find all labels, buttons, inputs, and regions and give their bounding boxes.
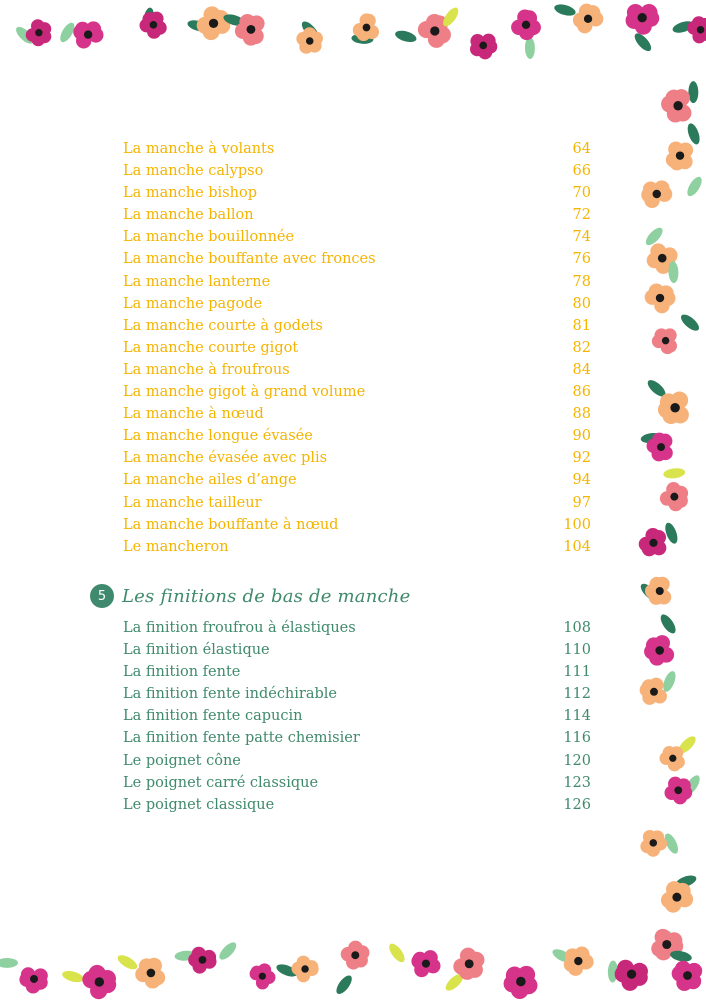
toc-entry-page: 74 [572, 229, 591, 246]
flower-icon [687, 16, 706, 43]
flower-icon [291, 956, 318, 983]
toc-entry-title: La manche gigot à grand volume [123, 384, 366, 401]
toc-entry-page: 78 [572, 273, 591, 290]
toc-entry-page: 126 [563, 796, 591, 813]
toc-entry-page: 114 [563, 708, 591, 725]
toc-entry-page: 104 [563, 538, 591, 555]
flower-icon [573, 4, 603, 34]
toc-entry-title: La manche pagode [123, 295, 263, 312]
toc-entry-title: La finition fente capucin [123, 708, 303, 725]
leaf-icon [334, 973, 355, 997]
flower-icon [672, 961, 703, 991]
toc-list-sleeves [123, 138, 591, 558]
toc-entry-title: La manche courte à godets [123, 317, 323, 334]
toc-entry-title: La manche lanterne [123, 273, 271, 290]
toc-entry[interactable] [123, 204, 591, 226]
flower-icon [296, 27, 323, 54]
toc-entry-page: 108 [563, 620, 591, 636]
toc-entry-title: La finition fente patte chemisier [123, 730, 360, 747]
toc-entry[interactable] [123, 514, 591, 536]
leaf-icon [685, 122, 702, 146]
flower-icon [640, 830, 667, 857]
flower-icon [664, 777, 692, 805]
toc-entry-page: 86 [572, 384, 591, 401]
flower-icon [658, 392, 689, 425]
toc-entry[interactable] [123, 381, 591, 403]
leaf-icon [386, 941, 407, 965]
section-number-badge: 5 [90, 584, 114, 608]
toc-entry-page: 84 [572, 361, 591, 378]
toc-entry[interactable] [123, 705, 591, 727]
section-title: Les finitions de bas de manche [122, 585, 411, 607]
flower-icon [341, 941, 370, 970]
toc-entry-page: 70 [572, 185, 591, 202]
toc-entry-page: 120 [563, 752, 591, 769]
toc-entry-title: La manche calypso [123, 163, 264, 180]
flower-icon [250, 963, 276, 989]
leaf-icon [663, 467, 686, 479]
toc-entry[interactable] [123, 447, 591, 469]
flower-icon [470, 34, 497, 60]
toc-entry-title: La finition fente indéchirable [123, 686, 337, 703]
toc-entry-title: Le mancheron [123, 538, 229, 555]
leaf-icon [688, 81, 698, 103]
toc-entry-page: 64 [572, 141, 591, 157]
toc-entry-title: La manche à volants [123, 141, 275, 157]
toc-entry-page: 97 [572, 494, 591, 511]
toc-entry[interactable] [123, 727, 591, 749]
toc-entry-page: 111 [563, 664, 591, 681]
toc-entry-page: 80 [572, 295, 591, 312]
toc-entry[interactable] [123, 469, 591, 491]
flower-icon [82, 965, 116, 999]
toc-entry-title: La manche ballon [123, 207, 254, 224]
toc-entry-title: La manche longue évasée [123, 428, 313, 445]
flower-icon [197, 6, 231, 40]
toc-entry[interactable] [123, 794, 591, 816]
flower-icon [660, 746, 685, 771]
toc-entry[interactable] [123, 226, 591, 248]
leaf-icon [661, 669, 678, 693]
flower-icon [511, 10, 541, 41]
toc-entry[interactable] [123, 248, 591, 270]
toc-entry-title: La manche courte gigot [123, 339, 299, 356]
flower-icon [652, 328, 677, 354]
toc-entry-title: La finition fente [123, 664, 241, 681]
toc-entry[interactable] [123, 617, 591, 639]
leaf-icon [553, 2, 577, 17]
toc-entry[interactable] [123, 182, 591, 204]
toc-entry[interactable] [123, 293, 591, 315]
toc-entry[interactable] [123, 772, 591, 794]
toc-entry-page: 90 [572, 428, 591, 445]
toc-entry-page: 92 [572, 450, 591, 467]
flower-icon [666, 141, 693, 170]
flower-icon [641, 180, 672, 208]
leaf-icon [663, 521, 680, 545]
toc-list-finishes [123, 617, 591, 816]
toc-entry-title: La finition froufrou à élastiques [123, 620, 356, 636]
toc-entry-title: La manche bishop [123, 185, 257, 202]
toc-entry-title: La manche bouffante à nœud [123, 516, 339, 533]
leaf-icon [217, 940, 239, 963]
toc-entry-page: 112 [563, 686, 591, 703]
toc-entry-title: Le poignet cône [123, 752, 241, 769]
toc-entry-title: La manche bouffante avec fronces [123, 251, 376, 268]
flower-icon [626, 4, 660, 35]
toc-entry-title: La manche tailleur [123, 494, 262, 511]
toc-entry[interactable] [123, 683, 591, 705]
toc-entry[interactable] [123, 160, 591, 182]
toc-entry[interactable] [123, 271, 591, 293]
flower-icon [19, 967, 47, 993]
flower-icon [644, 635, 674, 666]
toc-entry-title: La manche à nœud [123, 406, 264, 423]
toc-entry-title: La manche à froufrous [123, 361, 290, 378]
flower-icon [564, 947, 594, 976]
toc-entry[interactable] [123, 403, 591, 425]
flower-icon [660, 482, 688, 511]
leaf-icon [61, 969, 85, 984]
flower-icon [504, 966, 538, 999]
flower-icon [615, 960, 648, 991]
flower-icon [135, 958, 165, 989]
toc-entry-page: 116 [563, 730, 591, 747]
toc-entry[interactable] [123, 639, 591, 661]
toc-entry-title: La manche ailes d’ange [123, 472, 297, 489]
toc-entry-title: La manche évasée avec plis [123, 450, 328, 467]
flower-icon [661, 89, 691, 122]
toc-entry[interactable] [123, 492, 591, 514]
toc-entry-page: 123 [563, 774, 591, 791]
toc-entry-page: 94 [572, 472, 591, 489]
toc-entry[interactable] [123, 750, 591, 772]
leaf-icon [678, 312, 701, 334]
toc-entry-page: 66 [572, 163, 591, 180]
toc-entry[interactable] [123, 337, 591, 359]
flower-icon [140, 12, 167, 39]
toc-entry-page: 88 [572, 406, 591, 423]
toc-entry-title: Le poignet carré classique [123, 774, 319, 791]
toc-entry-title: Le poignet classique [123, 796, 275, 813]
toc-entry-page: 82 [572, 339, 591, 356]
flower-icon [188, 947, 216, 974]
flower-icon [411, 950, 440, 977]
leaf-icon [658, 612, 679, 636]
toc-entry[interactable] [123, 138, 591, 160]
flower-icon [639, 528, 667, 556]
toc-entry-title: La manche bouillonnée [123, 229, 295, 246]
toc-entry[interactable] [123, 315, 591, 337]
section-heading [90, 584, 410, 608]
toc-entry-page: 72 [572, 207, 591, 224]
leaf-icon [525, 37, 535, 59]
leaf-icon [0, 958, 18, 968]
leaf-icon [115, 952, 139, 972]
leaf-icon [394, 29, 418, 45]
flower-icon [645, 577, 671, 605]
flower-icon [640, 678, 667, 705]
toc-entry-page: 110 [563, 642, 591, 659]
leaf-icon [685, 175, 705, 199]
flower-icon [645, 283, 676, 313]
toc-entry-title: La finition élastique [123, 642, 270, 659]
toc-entry[interactable] [123, 359, 591, 381]
toc-entry-page: 81 [572, 317, 591, 334]
flower-icon [661, 881, 693, 913]
toc-entry[interactable] [123, 425, 591, 447]
flower-icon [73, 21, 103, 48]
toc-entry[interactable] [123, 661, 591, 683]
toc-entry-page: 100 [563, 516, 591, 533]
toc-entry[interactable] [123, 536, 591, 558]
toc-entry-page: 76 [572, 251, 591, 268]
